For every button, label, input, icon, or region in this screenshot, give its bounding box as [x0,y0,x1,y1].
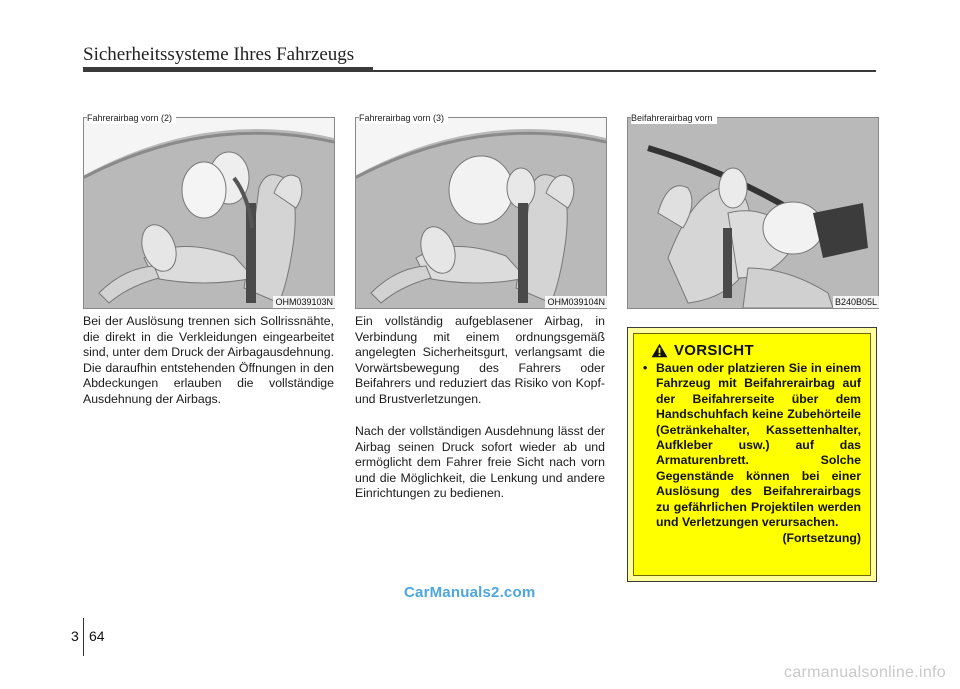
figure-caption: Beifahrerairbag vorn [631,112,717,124]
warning-list [643,361,861,530]
warning-box-inner [633,333,871,576]
figure-caption: Fahrerairbag vorn (3) [359,112,448,124]
paragraph-column1: Bei der Auslösung trennen sich Sollrissnähte, die direkt in die Verkleidungen eingearbeitet sind, unter dem Druck der Airbagausdehnung. Die daraufhin entstehenden Öffnungen in den Abdeckungen erlauben die vollständige Ausdehnung der Airbags. [83,314,334,406]
figure-illustration [627,117,879,309]
chapter-number: 3 [71,628,79,644]
figure-illustration [355,117,607,309]
warning-title: VORSICHT [674,342,754,359]
warning-list-item [643,361,861,530]
watermark-link[interactable]: CarManuals2.com [404,584,536,601]
header-rule-thick [83,67,373,72]
figure-illustration [83,117,335,309]
warning-header [651,342,861,359]
figure-code: OHM039104N [547,297,605,307]
header-rule-thin [373,70,876,72]
figure-caption: Fahrerairbag vorn (2) [87,112,176,124]
bullet: • [643,361,648,375]
warning-triangle-icon [651,343,668,358]
page-number-divider [83,618,84,656]
figure-driver-airbag-3 [355,112,607,308]
figure-code: OHM039103N [275,297,333,307]
figure-passenger-airbag [627,112,879,308]
footer-watermark: carmanualsonline.info [784,664,946,681]
page-number: 64 [89,628,105,644]
warning-box [627,327,877,582]
page-header-title: Sicherheitssysteme Ihres Fahrzeugs [83,44,355,65]
warning-text: Bauen oder platzieren Sie in einem Fahrzeug mit Beifahrerairbag auf der Beifahrerseite über dem Handschuhfach keine Zubehörteile (Getränkehalter, Kassettenhalter, Aufkleber usw.) auf das Armaturenbrett. Solche Gegenstände können bei einer Auslösung des Beifahrerairbags zu gefährlichen Projektilen werden und Verletzungen verursachen. [656,361,861,530]
figure-code: B240B05L [834,297,877,307]
paragraph-column2-2: Nach der vollständigen Ausdehnung lässt der Airbag seinen Druck sofort wieder ab und ermöglicht dem Fahrer freie Sicht nach vorn und die Möglichkeit, die Lenkung und andere Einrichtungen zu bedienen. [355,424,605,501]
figure-driver-airbag-2 [83,112,335,308]
warning-continuation: (Fortsetzung) [782,531,861,546]
paragraph-column2-1: Ein vollständig aufgeblasener Airbag, in Verbindung mit einem ordnungsgemäß angelegten Sicherheitsgurt, verlangsamt die Vorwärtsbewegung des Fahrers oder Beifahrers und reduziert das Risiko von Kopf- und Brustverletzungen. [355,314,605,406]
